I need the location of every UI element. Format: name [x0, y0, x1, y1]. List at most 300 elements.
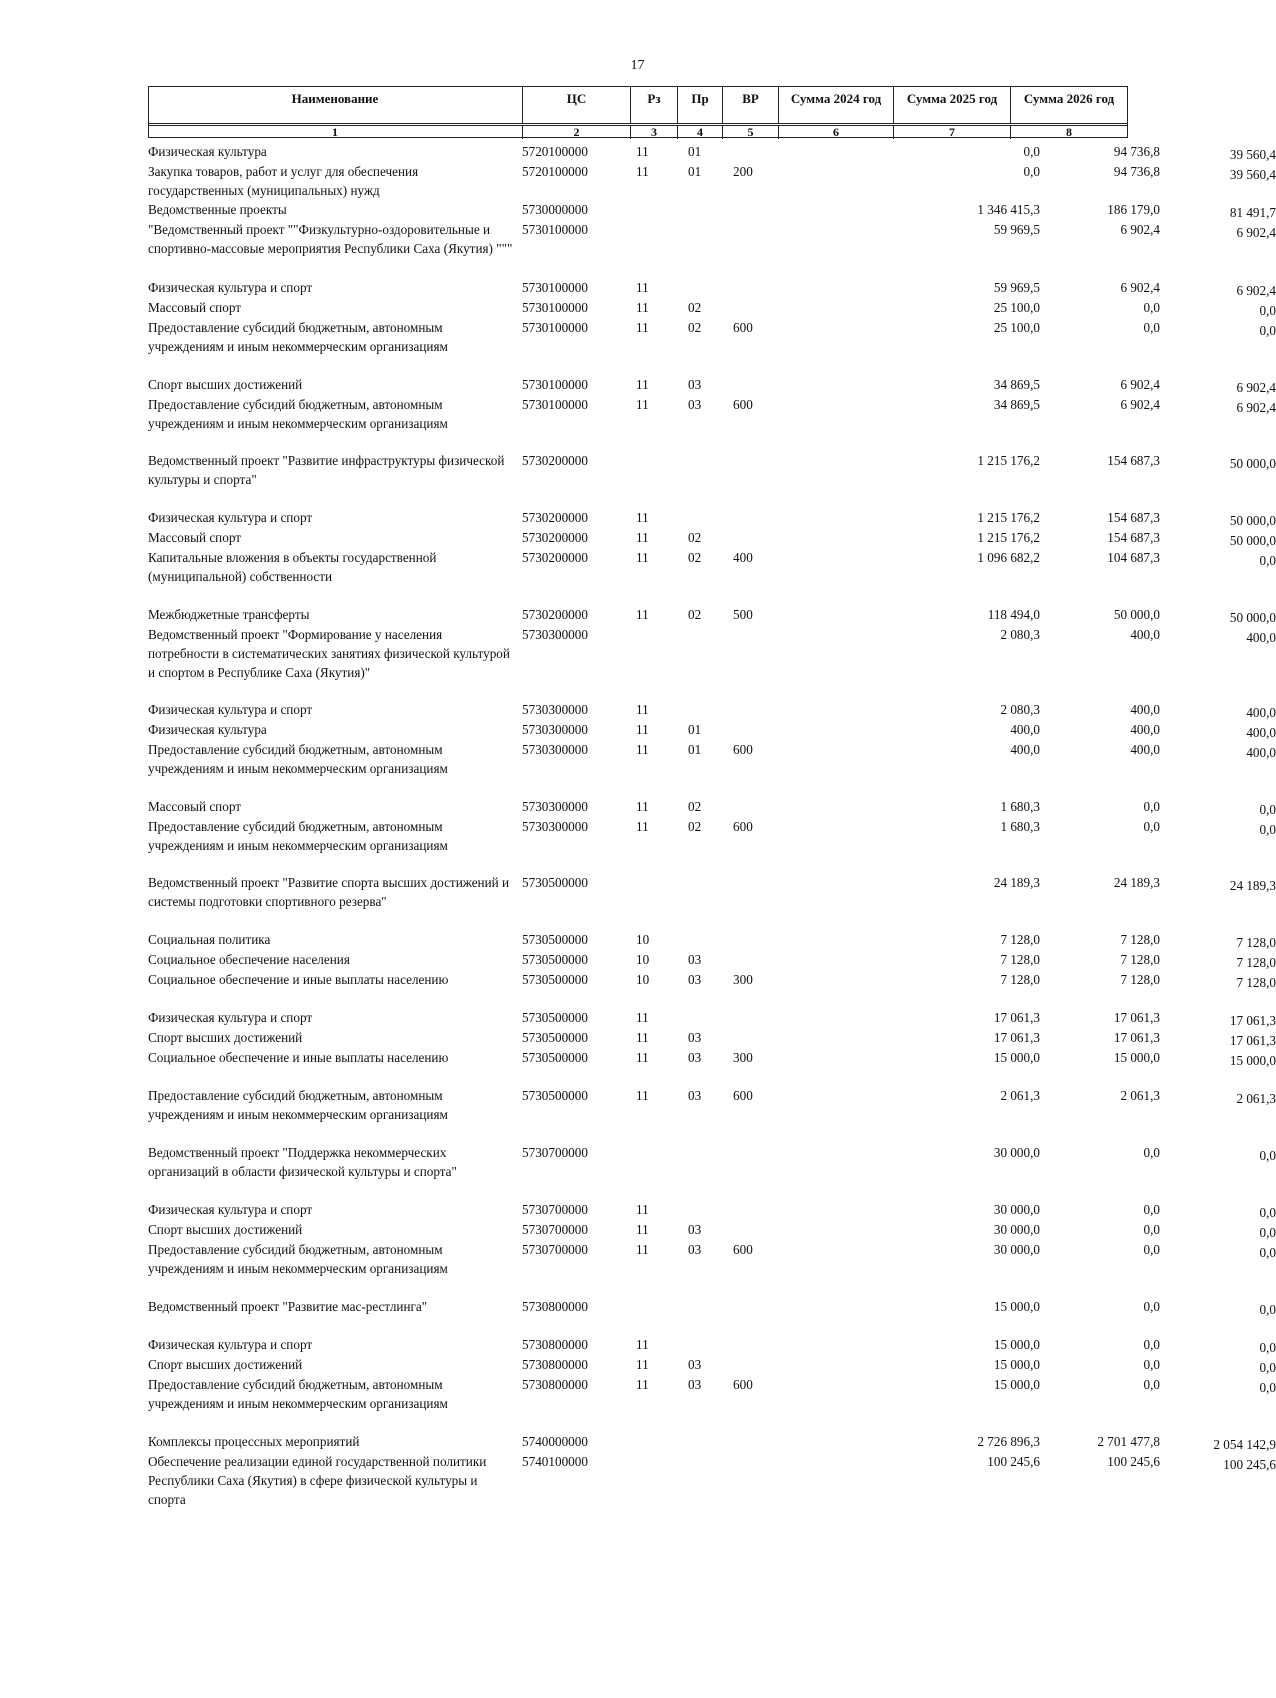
- row-sum-2025: 17 061,3: [1113, 1010, 1160, 1025]
- row-sum-2025: 0,0: [1143, 1242, 1160, 1257]
- row-cs: 5730100000: [522, 377, 588, 392]
- row-sum-2025: 50 000,0: [1113, 607, 1160, 622]
- row-sum-2024: 400,0: [1010, 722, 1040, 737]
- row-sum-2026: 6 902,4: [1236, 400, 1276, 415]
- row-pr: 02: [688, 607, 702, 622]
- row-sum-2026: 400,0: [1246, 725, 1276, 740]
- row-pr: 02: [688, 530, 702, 545]
- row-name: Предоставление субсидий бюджетным, автономным учреждениям и иным некоммерческим организациям: [148, 320, 448, 354]
- table-row: [148, 1220, 1276, 1240]
- table-row: [148, 720, 1276, 740]
- row-name: Спорт высших достижений: [148, 1222, 303, 1237]
- row-name: Ведомственный проект "Формирование у населения потребности в систематических занятиях физической культурой и спортом в Республике Саха (Якутия)": [148, 627, 510, 680]
- row-sum-2024: 7 128,0: [1000, 932, 1040, 947]
- row-cs: 5730500000: [522, 972, 588, 987]
- row-sum-2024: 400,0: [1010, 742, 1040, 757]
- row-sum-2025: 0,0: [1143, 1145, 1160, 1160]
- row-sum-2025: 0,0: [1143, 819, 1160, 834]
- row-cs: 5730200000: [522, 607, 588, 622]
- row-sum-2024: 1 346 415,3: [977, 202, 1040, 217]
- row-cs: 5730100000: [522, 280, 588, 295]
- row-vr: 300: [733, 1050, 753, 1065]
- table-row: [148, 605, 1276, 625]
- row-sum-2026: 0,0: [1259, 1340, 1276, 1355]
- row-sum-2026: 0,0: [1259, 802, 1276, 817]
- row-sum-2025: 6 902,4: [1120, 377, 1160, 392]
- row-rz: 11: [636, 550, 649, 565]
- row-pr: 01: [688, 144, 702, 159]
- row-sum-2024: 1 215 176,2: [977, 453, 1040, 468]
- row-cs: 5720100000: [522, 164, 588, 179]
- table-row: [148, 298, 1276, 318]
- row-cs: 5730000000: [522, 202, 588, 217]
- header-name: Наименование: [291, 91, 379, 106]
- row-sum-2025: 7 128,0: [1120, 952, 1160, 967]
- row-sum-2025: 100 245,6: [1107, 1454, 1160, 1469]
- row-name: Физическая культура и спорт: [148, 1202, 313, 1217]
- header-cs: ЦС: [522, 87, 630, 123]
- row-pr: 01: [688, 722, 702, 737]
- row-sum-2025: 154 687,3: [1107, 453, 1160, 468]
- row-rz: 10: [636, 972, 650, 987]
- row-name: Физическая культура: [148, 722, 267, 737]
- table-row: [148, 1355, 1276, 1375]
- row-sum-2025: 154 687,3: [1107, 510, 1160, 525]
- row-name: Спорт высших достижений: [148, 377, 303, 392]
- row-sum-2026: 400,0: [1246, 705, 1276, 720]
- row-name: Спорт высших достижений: [148, 1030, 303, 1045]
- row-sum-2025: 6 902,4: [1120, 280, 1160, 295]
- row-cs: 5730300000: [522, 742, 588, 757]
- table-row: [148, 375, 1276, 395]
- row-pr: 03: [688, 1050, 702, 1065]
- row-name: Ведомственный проект "Развитие спорта высших достижений и системы подготовки спортивного резерва": [148, 875, 510, 909]
- row-sum-2026: 0,0: [1259, 1302, 1276, 1317]
- row-cs: 5730700000: [522, 1145, 588, 1160]
- row-sum-2024: 59 969,5: [993, 280, 1040, 295]
- row-sum-2026: 17 061,3: [1229, 1033, 1276, 1048]
- row-sum-2026: 400,0: [1246, 745, 1276, 760]
- row-sum-2026: 7 128,0: [1236, 935, 1276, 950]
- row-sum-2025: 154 687,3: [1107, 530, 1160, 545]
- row-rz: 11: [636, 1010, 649, 1025]
- row-pr: 03: [688, 377, 702, 392]
- row-cs: 5730500000: [522, 1030, 588, 1045]
- row-rz: 11: [636, 1337, 649, 1352]
- row-rz: 11: [636, 300, 649, 315]
- row-pr: 03: [688, 1377, 702, 1392]
- column-number: 8: [1010, 125, 1127, 139]
- row-cs: 5730200000: [522, 510, 588, 525]
- row-sum-2024: 25 100,0: [993, 300, 1040, 315]
- table-row: [148, 508, 1276, 528]
- row-rz: 10: [636, 932, 650, 947]
- row-sum-2024: 1 215 176,2: [977, 530, 1040, 545]
- header-rz: Рз: [630, 87, 677, 123]
- row-cs: 5730300000: [522, 722, 588, 737]
- row-name: "Ведомственный проект ""Физкультурно-оздоровительные и спортивно-массовые мероприятия Республики Саха (Якутия) """: [148, 222, 513, 256]
- row-name: Массовый спорт: [148, 300, 242, 315]
- row-sum-2026: 50 000,0: [1229, 533, 1276, 548]
- row-sum-2025: 186 179,0: [1107, 202, 1160, 217]
- row-cs: 5730800000: [522, 1337, 588, 1352]
- table-row: [148, 873, 1276, 930]
- row-cs: 5730500000: [522, 1088, 588, 1103]
- row-sum-2025: 400,0: [1130, 742, 1160, 757]
- row-rz: 11: [636, 1242, 649, 1257]
- row-sum-2025: 17 061,3: [1113, 1030, 1160, 1045]
- table-row: [148, 1143, 1276, 1181]
- row-sum-2024: 30 000,0: [993, 1222, 1040, 1237]
- row-name: Физическая культура и спорт: [148, 1337, 313, 1352]
- row-rz: 11: [636, 607, 649, 622]
- row-cs: 5730700000: [522, 1202, 588, 1217]
- row-name: Физическая культура и спорт: [148, 702, 313, 717]
- row-vr: 300: [733, 972, 753, 987]
- table-row: [148, 220, 1276, 277]
- row-sum-2024: 118 494,0: [987, 607, 1040, 622]
- row-sum-2024: 30 000,0: [993, 1145, 1040, 1160]
- header-divider: [149, 123, 1127, 124]
- row-sum-2024: 1 680,3: [1000, 819, 1040, 834]
- row-cs: 5740100000: [522, 1454, 588, 1469]
- row-sum-2026: 6 902,4: [1236, 225, 1276, 240]
- header-vr: ВР: [722, 87, 778, 123]
- row-sum-2024: 30 000,0: [993, 1202, 1040, 1217]
- row-rz: 11: [636, 1030, 649, 1045]
- table-row: [148, 528, 1276, 548]
- row-sum-2024: 7 128,0: [1000, 972, 1040, 987]
- row-pr: 02: [688, 799, 702, 814]
- row-sum-2026: 6 902,4: [1236, 283, 1276, 298]
- table-row: [148, 318, 1276, 356]
- row-sum-2026: 7 128,0: [1236, 955, 1276, 970]
- row-rz: 11: [636, 1222, 649, 1237]
- row-name: Предоставление субсидий бюджетным, автономным учреждениям и иным некоммерческим организациям: [148, 1377, 448, 1411]
- row-sum-2024: 0,0: [1023, 144, 1040, 159]
- row-cs: 5730800000: [522, 1299, 588, 1314]
- table-row: [148, 548, 1276, 586]
- row-vr: 200: [733, 164, 753, 179]
- row-sum-2025: 0,0: [1143, 799, 1160, 814]
- row-sum-2024: 7 128,0: [1000, 952, 1040, 967]
- table-row: [148, 278, 1276, 298]
- table-row: [148, 1028, 1276, 1048]
- row-cs: 5730200000: [522, 530, 588, 545]
- row-name: Социальное обеспечение населения: [148, 952, 350, 967]
- row-name: Ведомственный проект "Развитие мас-рестлинга": [148, 1299, 428, 1314]
- row-name: Предоставление субсидий бюджетным, автономным учреждениям и иным некоммерческим организациям: [148, 742, 448, 776]
- row-pr: 03: [688, 1088, 702, 1103]
- row-sum-2024: 1 680,3: [1000, 799, 1040, 814]
- row-sum-2025: 15 000,0: [1113, 1050, 1160, 1065]
- row-name: Межбюджетные трансферты: [148, 607, 310, 622]
- table-row: [148, 625, 1276, 682]
- table-row: [148, 1048, 1276, 1068]
- row-sum-2026: 0,0: [1259, 303, 1276, 318]
- row-rz: 11: [636, 722, 649, 737]
- row-sum-2024: 59 969,5: [993, 222, 1040, 237]
- row-name: Капитальные вложения в объекты государственной (муниципальной) собственности: [148, 550, 437, 584]
- row-pr: 01: [688, 742, 702, 757]
- row-cs: 5730500000: [522, 1010, 588, 1025]
- table-row: [148, 1297, 1276, 1317]
- row-sum-2024: 2 080,3: [1000, 702, 1040, 717]
- row-name: Массовый спорт: [148, 799, 242, 814]
- row-pr: 03: [688, 972, 702, 987]
- row-rz: 11: [636, 1357, 649, 1372]
- table-row: [148, 970, 1276, 990]
- row-sum-2024: 24 189,3: [993, 875, 1040, 890]
- row-rz: 11: [636, 819, 649, 834]
- row-name: Социальная политика: [148, 932, 271, 947]
- row-cs: 5730800000: [522, 1377, 588, 1392]
- row-pr: 03: [688, 1357, 702, 1372]
- row-name: Массовый спорт: [148, 530, 242, 545]
- row-sum-2025: 400,0: [1130, 702, 1160, 717]
- row-sum-2024: 100 245,6: [987, 1454, 1040, 1469]
- row-sum-2024: 15 000,0: [993, 1337, 1040, 1352]
- row-rz: 11: [636, 397, 649, 412]
- row-cs: 5730500000: [522, 932, 588, 947]
- row-pr: 03: [688, 397, 702, 412]
- row-sum-2025: 7 128,0: [1120, 932, 1160, 947]
- row-sum-2026: 100 245,6: [1223, 1457, 1276, 1472]
- row-sum-2026: 0,0: [1259, 1360, 1276, 1375]
- row-rz: 11: [636, 320, 649, 335]
- row-sum-2024: 2 061,3: [1000, 1088, 1040, 1103]
- row-sum-2026: 81 491,7: [1229, 205, 1276, 220]
- row-rz: 11: [636, 164, 649, 179]
- row-sum-2025: 24 189,3: [1113, 875, 1160, 890]
- row-name: Социальное обеспечение и иные выплаты населению: [148, 1050, 449, 1065]
- row-cs: 5730100000: [522, 300, 588, 315]
- row-name: Ведомственные проекты: [148, 202, 287, 217]
- row-sum-2025: 0,0: [1143, 320, 1160, 335]
- row-sum-2024: 34 869,5: [993, 397, 1040, 412]
- table-row: [148, 1200, 1276, 1220]
- row-cs: 5730300000: [522, 627, 588, 642]
- column-number: 6: [778, 125, 893, 139]
- row-sum-2026: 0,0: [1259, 1148, 1276, 1163]
- column-number: 5: [722, 125, 778, 139]
- row-sum-2026: 50 000,0: [1229, 610, 1276, 625]
- row-name: Закупка товаров, работ и услуг для обеспечения государственных (муниципальных) нужд: [148, 164, 419, 198]
- row-rz: 11: [636, 742, 649, 757]
- row-vr: 600: [733, 742, 753, 757]
- row-sum-2025: 6 902,4: [1120, 222, 1160, 237]
- row-sum-2025: 0,0: [1143, 1202, 1160, 1217]
- row-cs: 5730800000: [522, 1357, 588, 1372]
- row-rz: 11: [636, 530, 649, 545]
- row-pr: 03: [688, 1030, 702, 1045]
- row-sum-2025: 0,0: [1143, 1337, 1160, 1352]
- row-pr: 02: [688, 550, 702, 565]
- row-name: Физическая культура и спорт: [148, 510, 313, 525]
- row-name: Физическая культура: [148, 144, 267, 159]
- table-row: [148, 930, 1276, 950]
- table-row: [148, 797, 1276, 817]
- row-sum-2026: 24 189,3: [1229, 878, 1276, 893]
- row-cs: 5730300000: [522, 799, 588, 814]
- column-number: 4: [677, 125, 722, 139]
- row-cs: 5730100000: [522, 397, 588, 412]
- row-sum-2026: 2 054 142,9: [1213, 1437, 1276, 1452]
- row-sum-2025: 94 736,8: [1113, 144, 1160, 159]
- row-sum-2024: 0,0: [1023, 164, 1040, 179]
- header-pr: Пр: [677, 87, 722, 123]
- row-sum-2026: 6 902,4: [1236, 380, 1276, 395]
- row-sum-2025: 400,0: [1130, 722, 1160, 737]
- table-row: [148, 1432, 1276, 1452]
- row-sum-2025: 6 902,4: [1120, 397, 1160, 412]
- table-row: [148, 162, 1276, 200]
- row-cs: 5730500000: [522, 952, 588, 967]
- row-sum-2026: 0,0: [1259, 323, 1276, 338]
- table-row: [148, 740, 1276, 778]
- header-sum-2026: Сумма 2026 год: [1010, 87, 1127, 123]
- row-cs: 5730300000: [522, 819, 588, 834]
- row-cs: 5730100000: [522, 222, 588, 237]
- row-cs: 5730700000: [522, 1242, 588, 1257]
- row-rz: 11: [636, 1202, 649, 1217]
- row-name: Обеспечение реализации единой государственной политики Республики Саха (Якутия) в сфере физической культуры и спорта: [148, 1454, 487, 1507]
- row-name: Предоставление субсидий бюджетным, автономным учреждениям и иным некоммерческим организациям: [148, 1088, 448, 1122]
- row-sum-2026: 39 560,4: [1229, 147, 1276, 162]
- row-sum-2024: 2 726 896,3: [977, 1434, 1040, 1449]
- row-rz: 11: [636, 1050, 649, 1065]
- row-vr: 600: [733, 397, 753, 412]
- header-divider: [149, 137, 1127, 138]
- row-vr: 500: [733, 607, 753, 622]
- row-cs: 5730200000: [522, 453, 588, 468]
- row-vr: 600: [733, 1377, 753, 1392]
- row-sum-2024: 15 000,0: [993, 1299, 1040, 1314]
- row-sum-2024: 1 215 176,2: [977, 510, 1040, 525]
- row-cs: 5730200000: [522, 550, 588, 565]
- row-sum-2024: 17 061,3: [993, 1010, 1040, 1025]
- row-rz: 10: [636, 952, 650, 967]
- row-cs: 5730500000: [522, 1050, 588, 1065]
- table-row: [148, 142, 1276, 162]
- row-sum-2025: 0,0: [1143, 1357, 1160, 1372]
- row-sum-2025: 400,0: [1130, 627, 1160, 642]
- row-sum-2024: 15 000,0: [993, 1050, 1040, 1065]
- row-name: Предоставление субсидий бюджетным, автономным учреждениям и иным некоммерческим организациям: [148, 1242, 448, 1276]
- row-name: Физическая культура и спорт: [148, 280, 313, 295]
- row-cs: 5740000000: [522, 1434, 588, 1449]
- table-row: [148, 395, 1276, 433]
- row-vr: 600: [733, 1088, 753, 1103]
- row-cs: 5730300000: [522, 702, 588, 717]
- row-sum-2025: 94 736,8: [1113, 164, 1160, 179]
- row-sum-2025: 0,0: [1143, 300, 1160, 315]
- table-row: [148, 817, 1276, 855]
- table-row: [148, 1375, 1276, 1413]
- row-sum-2026: 2 061,3: [1236, 1091, 1276, 1106]
- row-sum-2024: 25 100,0: [993, 320, 1040, 335]
- row-pr: 03: [688, 1222, 702, 1237]
- row-sum-2026: 15 000,0: [1229, 1053, 1276, 1068]
- row-sum-2026: 0,0: [1259, 1245, 1276, 1260]
- row-vr: 400: [733, 550, 753, 565]
- row-rz: 11: [636, 1377, 649, 1392]
- column-number: 7: [893, 125, 1010, 139]
- row-vr: 600: [733, 819, 753, 834]
- row-sum-2025: 2 701 477,8: [1097, 1434, 1160, 1449]
- row-sum-2026: 0,0: [1259, 822, 1276, 837]
- row-name: Социальное обеспечение и иные выплаты населению: [148, 972, 449, 987]
- row-sum-2026: 7 128,0: [1236, 975, 1276, 990]
- row-sum-2025: 0,0: [1143, 1377, 1160, 1392]
- column-number: 2: [522, 125, 630, 139]
- row-sum-2026: 50 000,0: [1229, 456, 1276, 471]
- header-sum-2025: Сумма 2025 год: [893, 87, 1010, 123]
- row-sum-2024: 15 000,0: [993, 1377, 1040, 1392]
- row-rz: 11: [636, 280, 649, 295]
- row-sum-2026: 39 560,4: [1229, 167, 1276, 182]
- row-sum-2025: 104 687,3: [1107, 550, 1160, 565]
- row-sum-2026: 0,0: [1259, 1225, 1276, 1240]
- row-sum-2026: 50 000,0: [1229, 513, 1276, 528]
- row-rz: 11: [636, 702, 649, 717]
- table-row: [148, 1335, 1276, 1355]
- row-sum-2026: 400,0: [1246, 630, 1276, 645]
- table-row: [148, 1008, 1276, 1028]
- row-sum-2024: 1 096 682,2: [977, 550, 1040, 565]
- row-sum-2025: 0,0: [1143, 1299, 1160, 1314]
- table-row: [148, 1240, 1276, 1278]
- row-pr: 02: [688, 320, 702, 335]
- row-sum-2026: 0,0: [1259, 1380, 1276, 1395]
- row-rz: 11: [636, 799, 649, 814]
- row-cs: 5720100000: [522, 144, 588, 159]
- row-name: Предоставление субсидий бюджетным, автономным учреждениям и иным некоммерческим организациям: [148, 819, 448, 853]
- row-rz: 11: [636, 510, 649, 525]
- row-vr: 600: [733, 320, 753, 335]
- column-number: 1: [332, 125, 338, 139]
- page-number: 17: [630, 58, 645, 73]
- row-cs: 5730700000: [522, 1222, 588, 1237]
- row-pr: 03: [688, 1242, 702, 1257]
- row-rz: 11: [636, 1088, 649, 1103]
- row-sum-2024: 15 000,0: [993, 1357, 1040, 1372]
- row-sum-2024: 34 869,5: [993, 377, 1040, 392]
- table-row: [148, 700, 1276, 720]
- table-row: [148, 1086, 1276, 1124]
- row-cs: 5730100000: [522, 320, 588, 335]
- row-sum-2025: 0,0: [1143, 1222, 1160, 1237]
- row-sum-2024: 17 061,3: [993, 1030, 1040, 1045]
- row-sum-2025: 2 061,3: [1120, 1088, 1160, 1103]
- row-name: Предоставление субсидий бюджетным, автономным учреждениям и иным некоммерческим организациям: [148, 397, 448, 431]
- row-sum-2025: 7 128,0: [1120, 972, 1160, 987]
- row-name: Спорт высших достижений: [148, 1357, 303, 1372]
- row-name: Физическая культура и спорт: [148, 1010, 313, 1025]
- row-name: Ведомственный проект "Развитие инфраструктуры физической культуры и спорта": [148, 453, 505, 487]
- row-name: Ведомственный проект "Поддержка некоммерческих организаций в области физической культуры и спорта": [148, 1145, 457, 1179]
- table-row: [148, 200, 1276, 220]
- column-number: 3: [630, 125, 677, 139]
- row-rz: 11: [636, 144, 649, 159]
- row-name: Комплексы процессных мероприятий: [148, 1434, 360, 1449]
- header-sum-2024: Сумма 2024 год: [778, 87, 893, 123]
- row-pr: 03: [688, 952, 702, 967]
- row-pr: 02: [688, 819, 702, 834]
- table-row: [148, 451, 1276, 489]
- table-row: [148, 950, 1276, 970]
- row-sum-2026: 0,0: [1259, 1205, 1276, 1220]
